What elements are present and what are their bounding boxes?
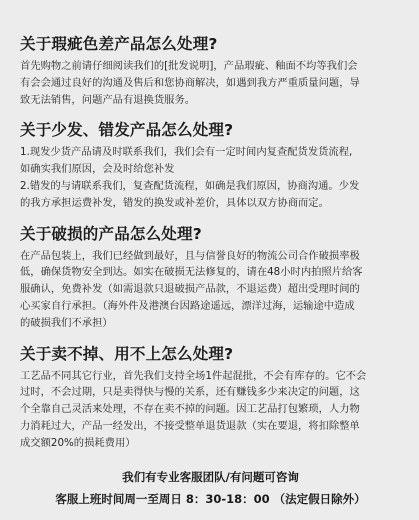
section-unsold	[20, 344, 401, 452]
section-damaged	[20, 224, 401, 332]
section-title: 关于瑕疵色差产品怎么处理?	[20, 35, 218, 53]
body-line: 个全靠自己灵活来处理，不存在卖不掉的问题。因工艺品打包繁琐，人力物	[20, 403, 360, 416]
contact-footer	[20, 468, 401, 508]
body-line: 成交额20%的损耗费用）	[20, 436, 136, 449]
service-team-note: 我们有专业客服团队/有问题可咨询	[122, 469, 299, 484]
body-line: 如确实我们原因，会及时给您补发	[20, 163, 175, 176]
section-body	[20, 248, 401, 332]
body-line: 的我方承担运费补发，错发的换发或补差价，具体以双方协商而定。	[20, 196, 329, 209]
section-title: 关于少发、错发产品怎么处理?	[20, 121, 234, 140]
section-title: 关于卖不掉、用不上怎么处理?	[20, 344, 234, 363]
body-line: 有会会通过良好的沟通及售后和您协商解决，如遇到我方严重质量问题，导	[20, 76, 360, 89]
section-title: 关于破损的产品怎么处理?	[20, 224, 202, 243]
body-line: 心买家自行承担。（海外件及港澳台因路途遥远，漂洋过海，运输途中造成	[20, 299, 355, 312]
section-body	[20, 368, 401, 452]
section-missing-wrong	[20, 120, 401, 211]
section-flaw-color	[20, 34, 401, 108]
section-body	[20, 58, 401, 108]
section-body	[20, 144, 401, 211]
body-line: 致无法销售，问题产品有退换货服务。	[20, 93, 196, 106]
body-line: 的破损我们不承担）	[20, 316, 113, 329]
body-line: 低，确保货物安全到达。如实在破损无法修复的，请在48小时内拍照片给客	[20, 266, 363, 279]
body-line: 服确认，免费补发（如需退款只退破损产品款，不退运费）超出受理时间的	[20, 283, 360, 296]
body-line: 2.错发的与请联系我们，复查配货流程，如确是我们原因，协商沟通。少发	[20, 179, 360, 192]
body-line: 在产品包装上，我们已经做到最好，且与信誉良好的物流公司合作破损率极	[20, 249, 360, 262]
body-line: 工艺品不同其它行业，首先我们支持全场1件起混批，不会有库存的。它不会	[20, 369, 367, 382]
service-hours: 客服上班时间周一至周日 8：30-18：00 （法定假日除外）	[55, 491, 366, 506]
body-line: 力消耗过大，产品一经发出，不接受整单退货退款（实在要退，将扣除整单	[20, 419, 360, 432]
body-line: 过时，不会过期，只是卖得快与慢的关系，还有赚钱多少来决定的问题，这	[20, 386, 360, 399]
body-line: 首先购物之前请仔细阅读我们的[批发说明]，产品瑕疵、釉面不均等我们会	[20, 60, 358, 72]
body-line: 1.现发少货产品请及时联系我们，我们会有一定时间内复查配货发货流程,	[20, 146, 353, 159]
